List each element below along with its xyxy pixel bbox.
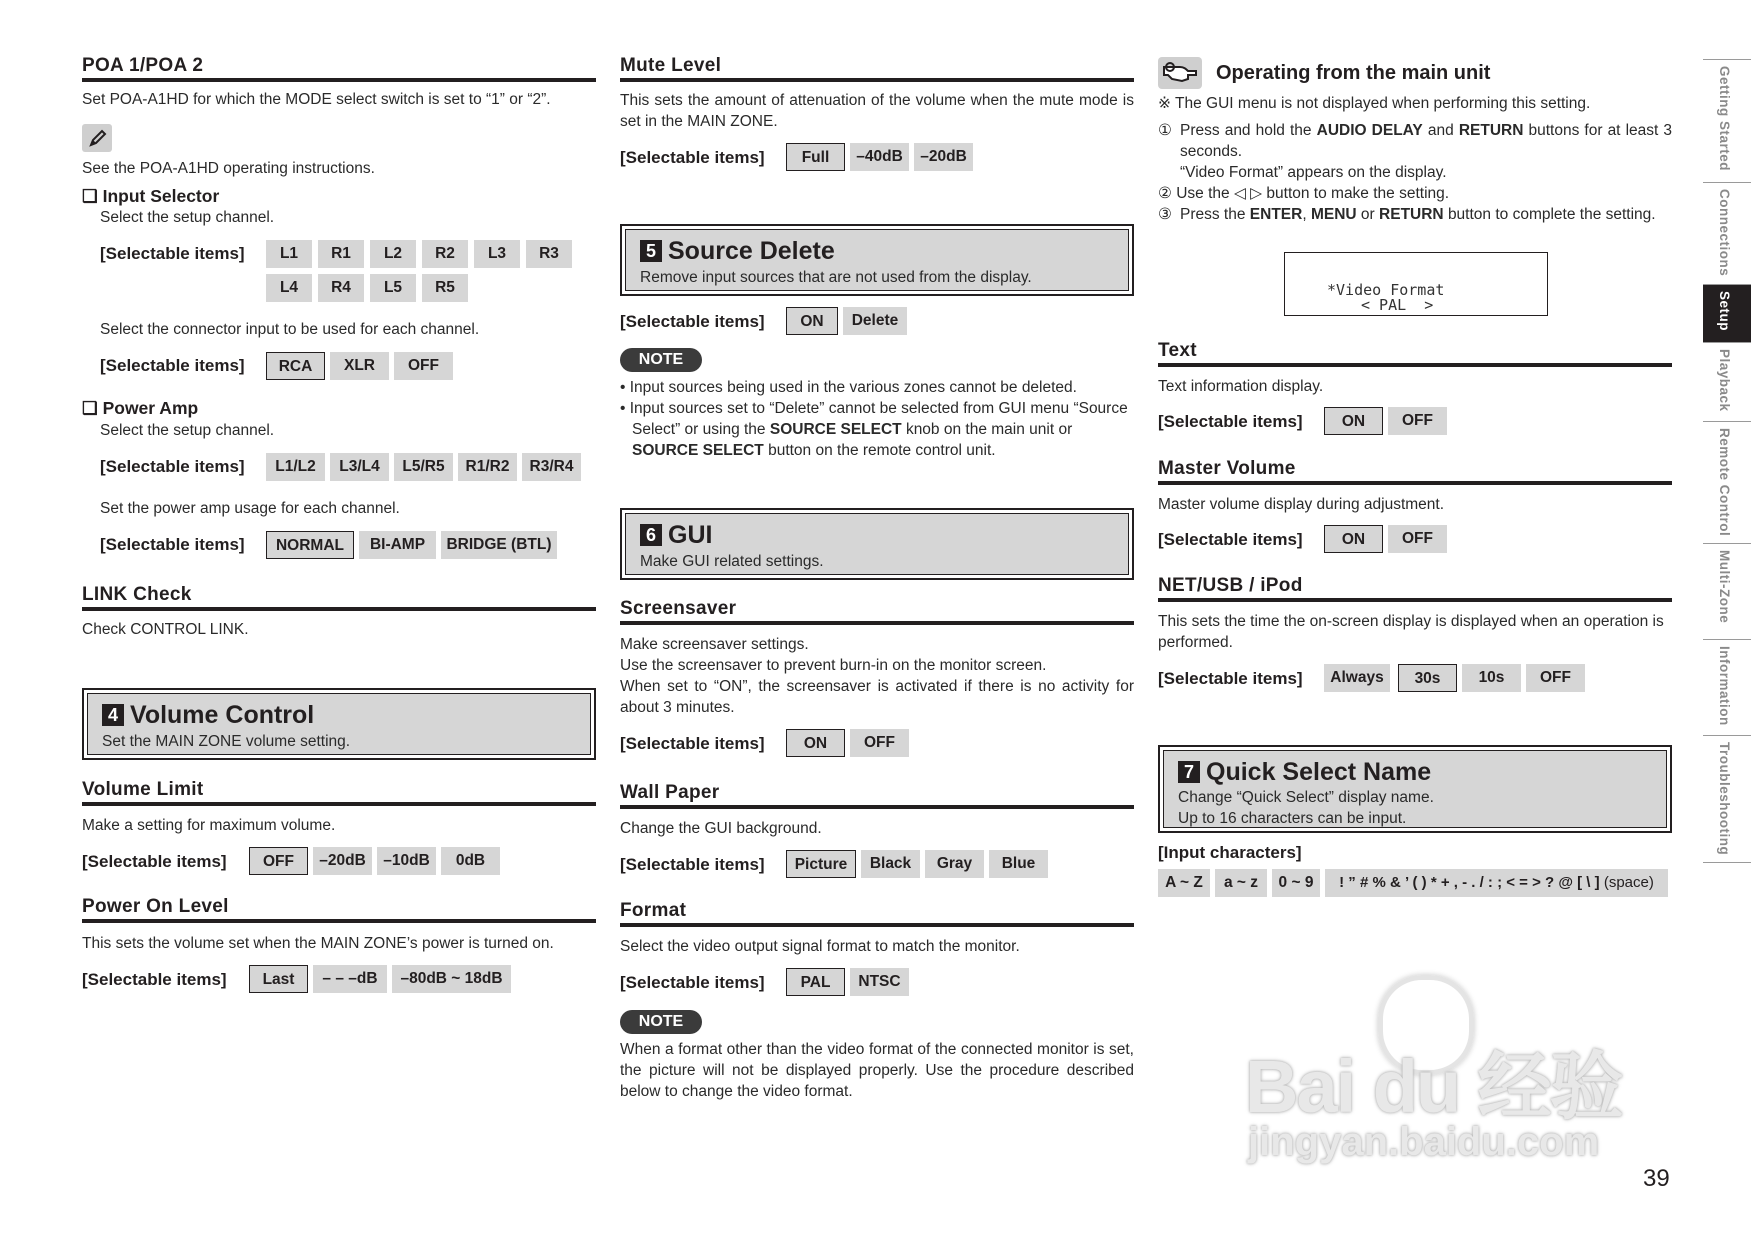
option-l1[interactable]: L1 [266,240,312,268]
section-heading-mute-level: Mute Level [620,55,1134,82]
note-2-text-e: button on the remote control unit. [768,442,996,459]
step-1-number: ① [1158,122,1172,139]
source-delete-box [620,224,1134,296]
source-delete-subtitle: Remove input sources that are not used from the display. [640,269,1032,286]
option-xlr[interactable]: XLR [330,352,389,380]
enter-label: ENTER [1249,206,1303,223]
option-range-db[interactable]: –80dB ~ 18dB [392,965,511,993]
pencil-icon [82,124,112,152]
option-l4[interactable]: L4 [266,274,312,302]
step-3-text-a: Press the [1180,206,1246,223]
option-blue[interactable]: Blue [989,850,1048,878]
step-3-body: Press the ENTER, MENU or RETURN button to complete the setting. [1180,206,1656,223]
menu-label: MENU [1310,206,1357,223]
quick-select-name-title-text: Quick Select Name [1206,758,1432,786]
option-minus-20db[interactable]: –20dB [313,847,372,875]
selectable-items-label: [Selectable items] [620,734,765,753]
mute-level-text: This sets the amount of attenuation of the volume when the mute mode is set in the MAIN ZONE. [620,92,1134,130]
step-1-text-c: and [1427,122,1454,139]
option-l3[interactable]: L3 [474,240,520,268]
source-delete-note-1 [620,377,1134,398]
option-gray[interactable]: Gray [925,850,984,878]
input-selector-text: Select the setup channel. [100,209,275,226]
option-l3-l4[interactable]: L3/L4 [330,453,389,481]
checkbox-bullet-icon: ❑ [82,398,98,418]
input-characters-label: [Input characters] [1158,843,1302,862]
section-number-badge: 6 [640,524,662,546]
step-1-result: “Video Format” appears on the display. [1180,164,1447,181]
step-1-text-e: buttons for at least 3 seconds. [1180,122,1672,160]
source-delete-title [640,236,835,266]
screensaver-text-2: Use the screensaver to prevent burn-in on the monitor screen. [620,657,1047,674]
return-label: RETURN [1379,206,1444,223]
connector-text: Select the connector input to be used for each channel. [100,321,480,338]
volume-control-title [102,700,314,730]
option-l1-l2[interactable]: L1/L2 [266,453,325,481]
option-minus-20db[interactable]: –20dB [914,143,973,171]
option-on[interactable]: ON [1324,525,1383,553]
option-l5[interactable]: L5 [370,274,416,302]
step-3 [1158,204,1672,225]
note-2-text-c: knob on the main unit or [905,421,1073,438]
checkbox-bullet-icon: ❑ [82,186,98,206]
step-1 [1158,120,1672,183]
section-number-badge: 7 [1178,761,1200,783]
step-1-text-a: Press and hold the [1180,122,1312,139]
tab-information[interactable] [1703,639,1751,735]
note-badge: NOTE [620,348,702,372]
option-r2[interactable]: R2 [422,240,468,268]
link-check-text: Check CONTROL LINK. [82,621,249,638]
watermark-url: jingyan.baidu.com [1248,1120,1600,1164]
amp-usage-text: Set the power amp usage for each channel. [100,500,400,517]
selectable-items-label: [Selectable items] [100,457,245,476]
quick-select-subtitle-2: Up to 16 characters can be input. [1178,810,1407,827]
option-off[interactable]: OFF [1388,525,1447,553]
option-normal[interactable]: NORMAL [266,531,354,559]
step-1-body [1180,120,1672,183]
step-3-text-f: button to complete the setting. [1447,206,1656,223]
section-heading-screensaver: Screensaver [620,598,1134,625]
power-amp-text: Select the setup channel. [100,422,275,439]
option-on[interactable]: ON [786,729,845,757]
tab-troubleshooting[interactable] [1703,735,1751,863]
option-ntsc[interactable]: NTSC [850,968,909,996]
option-0db[interactable]: 0dB [441,847,500,875]
section-heading-volume-limit: Volume Limit [82,779,596,806]
symbols-text: ! ” # % & ’ ( ) * + , - . / : ; < = > ? @ [ \ ] [1339,874,1600,891]
note-1-text: Input sources being used in the various zones cannot be deleted. [629,379,1077,396]
tab-information-label: Information [1717,646,1732,726]
gui-subtitle: Make GUI related settings. [640,553,824,570]
note-badge: NOTE [620,1010,702,1034]
option-r4[interactable]: R4 [318,274,364,302]
step-2-number: ② [1158,185,1172,202]
step-3-number: ③ [1158,206,1172,223]
selectable-items-label: [Selectable items] [1158,669,1303,688]
tab-troubleshooting-label: Troubleshooting [1717,742,1732,856]
volume-control-box [82,688,596,760]
tab-connections[interactable] [1703,182,1751,284]
section-number-badge: 4 [102,704,124,726]
format-text: Select the video output signal format to match the monitor. [620,938,1020,955]
option-on[interactable]: ON [1324,407,1383,435]
option-minus-10db[interactable]: –10dB [377,847,436,875]
page-number: 39 [1643,1165,1670,1192]
tab-getting-started-label: Getting Started [1717,66,1732,172]
tab-multi-zone-label: Multi-Zone [1717,550,1732,624]
option-pal[interactable]: PAL [786,968,845,996]
poa-note: See the POA-A1HD operating instructions. [82,160,375,177]
step-2 [1158,183,1449,204]
net-usb-text: This sets the time the on-screen display is displayed when an operation is performed. [1158,613,1664,651]
chars-uppercase: A ~ Z [1158,869,1210,897]
selectable-items-label: [Selectable items] [100,244,245,263]
option-bridge-btl[interactable]: BRIDGE (BTL) [441,531,557,559]
tab-remote-control-label: Remote Control [1717,428,1732,537]
screensaver-text-1: Make screensaver settings. [620,636,809,653]
option-always[interactable]: Always [1324,664,1390,692]
option-bi-amp[interactable]: BI-AMP [359,531,436,559]
chars-symbols [1325,869,1668,897]
display-line-2: < PAL > [1361,296,1434,314]
format-note-text: When a format other than the video format of the connected monitor is set, the picture will not be displayed properly. Use the procedure described below to change the video format. [620,1041,1134,1100]
gui-title [640,520,712,550]
wall-paper-text: Change the GUI background. [620,820,822,837]
space-label: (space) [1603,874,1654,891]
step-2-text: Use the ◁ ▷ button to make the setting. [1176,185,1450,202]
audio-delay-label: AUDIO DELAY [1316,122,1423,139]
poa-description: Set POA-A1HD for which the MODE select switch is set to “1” or “2”. [82,91,551,108]
source-delete-title-text: Source Delete [668,237,835,265]
watermark-logo: Bai du 经验 [1245,1045,1622,1128]
input-selector-title: Input Selector [102,186,220,206]
op-note-text: The GUI menu is not displayed when performing this setting. [1175,95,1591,112]
tab-multi-zone[interactable] [1703,543,1751,639]
option-r3[interactable]: R3 [526,240,572,268]
option-off[interactable]: OFF [249,847,308,875]
display-line-1: *Video Format [1327,281,1445,299]
section-heading-master-volume: Master Volume [1158,458,1672,485]
note-2-source-select: SOURCE SELECT [769,421,902,438]
section-heading-power-on-level: Power On Level [82,896,596,923]
gui-title-text: GUI [668,521,713,549]
selectable-items-label: [Selectable items] [620,973,765,992]
power-on-level-text: This sets the volume set when the MAIN ZONE’s power is turned on. [82,935,554,952]
reference-mark: ※ [1158,95,1171,112]
option-black[interactable]: Black [861,850,920,878]
tab-getting-started[interactable] [1703,59,1751,182]
option-off[interactable]: OFF [1526,664,1585,692]
chars-digits: 0 ~ 9 [1272,869,1320,897]
tab-remote-control[interactable] [1703,421,1751,543]
option-off[interactable]: OFF [1388,407,1447,435]
section-heading-net-usb-ipod: NET/USB / iPod [1158,575,1672,602]
option-off[interactable]: OFF [394,352,453,380]
volume-control-subtitle: Set the MAIN ZONE volume setting. [102,733,351,750]
option-delete[interactable]: Delete [843,307,907,335]
bullet: • [620,400,626,417]
tab-setup[interactable] [1703,284,1751,342]
bullet: • [620,379,626,396]
operating-main-unit-heading: Operating from the main unit [1216,62,1491,84]
gui-box [620,508,1134,580]
option-last[interactable]: Last [249,965,308,993]
return-label: RETURN [1458,122,1524,139]
option-r1-r2[interactable]: R1/R2 [458,453,517,481]
selectable-items-label: [Selectable items] [82,852,227,871]
note-2-text-a: Input sources set to “Delete” cannot be selected from GUI menu “Source Select” or using the [629,400,1128,438]
selectable-items-label: [Selectable items] [1158,412,1303,431]
power-amp-title: Power Amp [102,398,199,418]
section-number-badge: 5 [640,240,662,262]
option-l2[interactable]: L2 [370,240,416,268]
tab-playback-label: Playback [1717,349,1732,412]
quick-select-name-box [1158,745,1672,833]
master-volume-text: Master volume display during adjustment. [1158,496,1445,513]
section-heading-format: Format [620,900,1134,927]
power-amp-heading [82,398,198,419]
selectable-items-label: [Selectable items] [620,312,765,331]
section-heading-poa: POA 1/POA 2 [82,55,596,82]
option-picture[interactable]: Picture [786,850,856,878]
selectable-items-label: [Selectable items] [100,356,245,375]
option-r3-r4[interactable]: R3/R4 [522,453,581,481]
option-30s[interactable]: 30s [1398,664,1457,692]
op-note [1158,93,1590,114]
step-3-text-or: or [1360,206,1375,223]
tab-connections-label: Connections [1717,189,1732,277]
option-r1[interactable]: R1 [318,240,364,268]
quick-select-subtitle-1: Change “Quick Select” display name. [1178,789,1434,806]
chars-lowercase: a ~ z [1215,869,1267,897]
input-selector-heading [82,186,219,207]
note-2-source-select-2: SOURCE SELECT [632,442,764,459]
text-description: Text information display. [1158,378,1324,395]
selectable-items-label: [Selectable items] [82,970,227,989]
option-full[interactable]: Full [786,143,845,171]
option-rca[interactable]: RCA [266,352,325,380]
option-off[interactable]: OFF [850,729,909,757]
display-panel [1284,252,1548,316]
option-minus-40db[interactable]: –40dB [850,143,909,171]
tab-setup-label: Setup [1717,291,1732,332]
tab-playback[interactable] [1703,342,1751,421]
selectable-items-label: [Selectable items] [620,148,765,167]
volume-control-title-text: Volume Control [130,701,315,729]
hand-operation-icon [1158,57,1202,89]
section-heading-text: Text [1158,340,1672,367]
option-10s[interactable]: 10s [1462,664,1521,692]
quick-select-name-title [1178,757,1431,787]
option-on[interactable]: ON [786,307,838,335]
selectable-items-label: [Selectable items] [620,855,765,874]
option-r5[interactable]: R5 [422,274,468,302]
screensaver-text-3: When set to “ON”, the screensaver is activated if there is no activity for about 3 minutes. [620,678,1134,716]
source-delete-note-2 [620,398,1134,461]
section-heading-link-check: LINK Check [82,584,596,611]
selectable-items-label: [Selectable items] [100,535,245,554]
option-dash-db[interactable]: – – –dB [313,965,387,993]
option-l5-r5[interactable]: L5/R5 [394,453,453,481]
selectable-items-label: [Selectable items] [1158,530,1303,549]
section-heading-wall-paper: Wall Paper [620,782,1134,809]
volume-limit-text: Make a setting for maximum volume. [82,817,336,834]
